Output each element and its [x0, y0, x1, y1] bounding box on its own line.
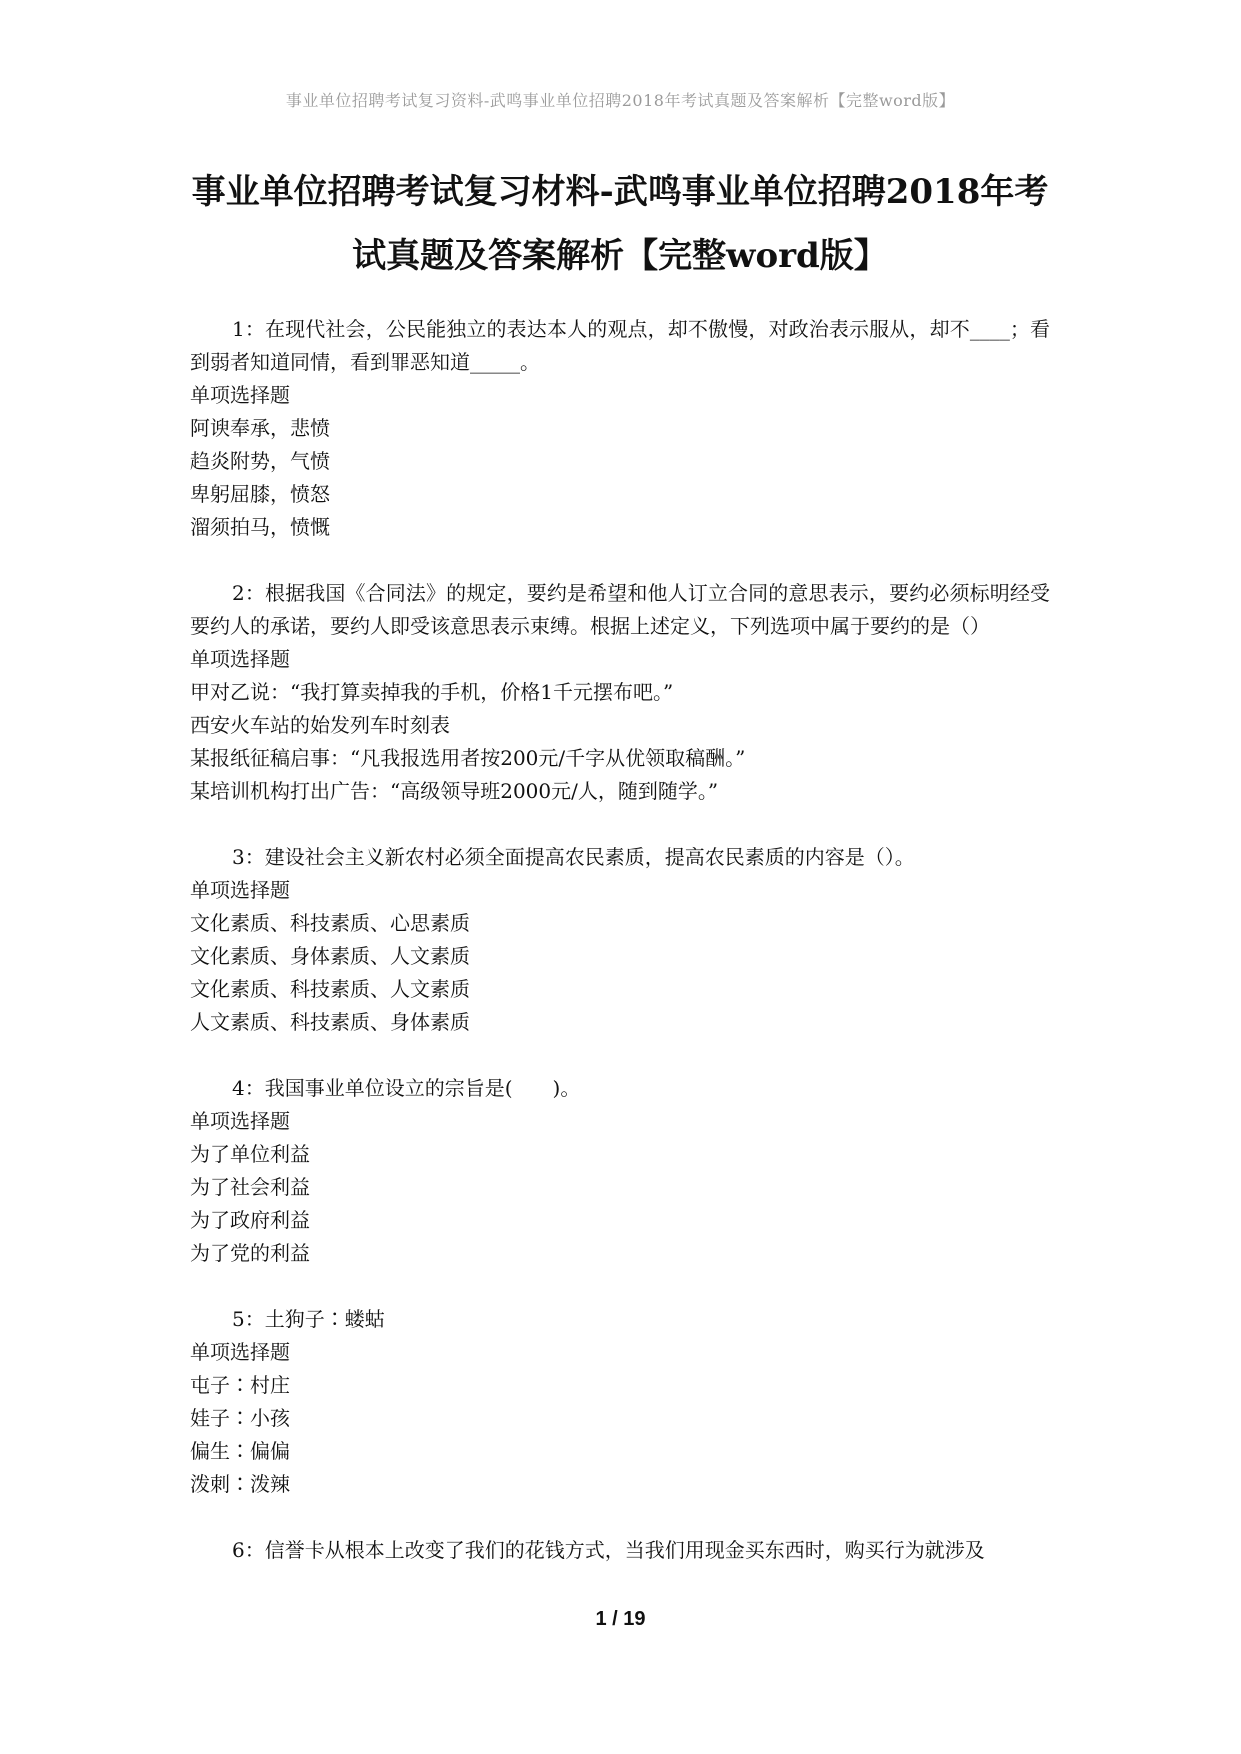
- document-title: [180, 160, 1060, 288]
- option-c: 某报纸征稿启事：“凡我报选用者按200元/千字从优领取稿酬。”: [190, 746, 746, 770]
- option-b: 趋炎附势，气愤: [190, 449, 330, 473]
- page-number: 1 / 19: [595, 1608, 646, 1630]
- question-type-label: 单项选择题: [190, 878, 290, 902]
- option-d: 某培训机构打出广告：“高级领导班2000元/人，随到随学。”: [190, 779, 719, 803]
- option-a: 文化素质、科技素质、心思素质: [190, 911, 470, 935]
- question-type-label: 单项选择题: [190, 383, 290, 407]
- option-a: 甲对乙说：“我打算卖掉我的手机，价格1千元摆布吧。”: [190, 680, 674, 704]
- question-3: [190, 841, 1050, 1039]
- question-stem: 5：土狗子∶蝼蛄: [232, 1307, 385, 1331]
- option-a: 屯子∶村庄: [190, 1373, 290, 1397]
- option-a: 阿谀奉承，悲愤: [190, 416, 330, 440]
- option-d: 溜须拍马，愤慨: [190, 515, 330, 539]
- question-type-label: 单项选择题: [190, 1340, 290, 1364]
- question-6: [190, 1534, 1050, 1567]
- question-1: [190, 313, 1050, 544]
- question-5: [190, 1303, 1050, 1501]
- option-b: 西安火车站的始发列车时刻表: [190, 713, 450, 737]
- question-2: [190, 577, 1050, 808]
- question-stem: 2：根据我国《合同法》的规定，要约是希望和他人订立合同的意思表示，要约必须标明经受要约人的承诺，要约人即受该意思表示束缚。根据上述定义，下列选项中属于要约的是（）: [190, 581, 1050, 638]
- question-stem: 6：信誉卡从根本上改变了我们的花钱方式，当我们用现金买东西时，购买行为就涉及: [232, 1538, 985, 1562]
- option-c: 为了政府利益: [190, 1208, 310, 1232]
- option-c: 卑躬屈膝，愤怒: [190, 482, 330, 506]
- question-list: [190, 313, 1050, 1600]
- option-d: 泼刺∶泼辣: [190, 1472, 290, 1496]
- option-a: 为了单位利益: [190, 1142, 310, 1166]
- question-stem: 3：建设社会主义新农村必须全面提高农民素质，提高农民素质的内容是（）。: [232, 845, 915, 869]
- question-type-label: 单项选择题: [190, 647, 290, 671]
- question-stem: 4：我国事业单位设立的宗旨是( )。: [232, 1076, 581, 1100]
- question-4: [190, 1072, 1050, 1270]
- option-d: 为了党的利益: [190, 1241, 310, 1265]
- option-c: 偏生∶偏偏: [190, 1439, 290, 1463]
- option-b: 为了社会利益: [190, 1175, 310, 1199]
- option-b: 文化素质、身体素质、人文素质: [190, 944, 470, 968]
- running-header: 事业单位招聘考试复习资料-武鸣事业单位招聘2018年考试真题及答案解析【完整word版】: [285, 91, 956, 110]
- question-type-label: 单项选择题: [190, 1109, 290, 1133]
- question-stem: 1：在现代社会，公民能独立的表达本人的观点，却不傲慢，对政治表示服从，却不____；看到弱者知道同情，看到罪恶知道_____。: [190, 317, 1050, 374]
- option-d: 人文素质、科技素质、身体素质: [190, 1010, 470, 1034]
- option-b: 娃子∶小孩: [190, 1406, 290, 1430]
- option-c: 文化素质、科技素质、人文素质: [190, 977, 470, 1001]
- title-line-1: 事业单位招聘考试复习材料-武鸣事业单位招聘2018年考: [191, 172, 1049, 212]
- title-line-2: 试真题及答案解析【完整word版】: [352, 236, 888, 276]
